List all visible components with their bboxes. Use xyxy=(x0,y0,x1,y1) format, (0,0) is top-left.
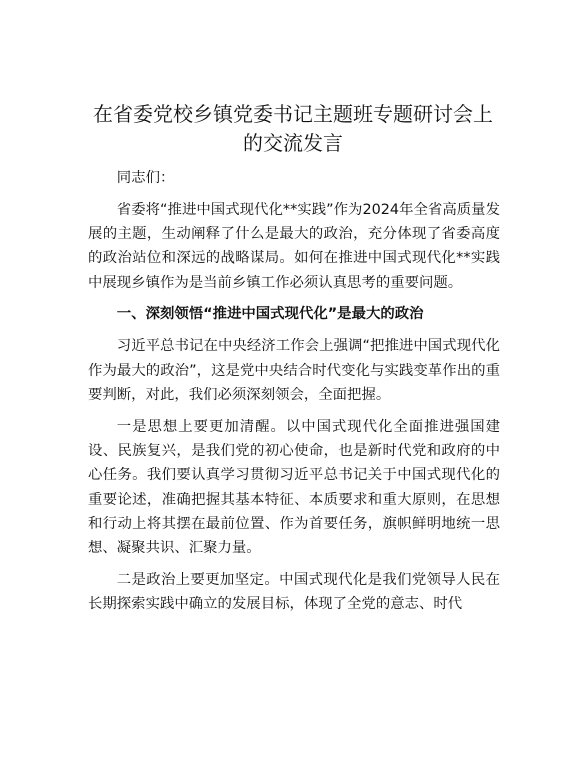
salutation: 同志们： xyxy=(116,170,175,186)
section-heading-1: 一、深刻领悟“推进中国式现代化”是最大的政治 xyxy=(116,306,424,323)
paragraph-intro: 省委将“推进中国式现代化**实践”作为2024年全省高质量发展的主题，生动阐释了什么是最大的政治，充分体现了省委高度的政治站位和深远的战略谋局。如何在推进中国式现代化**实践中展现乡镇作为是当前乡镇工作必须认真思考的重要问题。 xyxy=(88,201,500,291)
document-body xyxy=(88,166,500,624)
title-line-1: 在省委党校乡镇党委书记主题班专题研讨会上 xyxy=(93,102,493,126)
paragraph-section-1: 习近平总书记在中央经济工作会上强调“把推进中国式现代化作为最大的政治”，这是党中央结合时代变化与实践变革作出的重要判断，对此，我们必须深刻领会，全面把握。 xyxy=(88,338,500,403)
paragraph-point-2: 二是政治上要更加坚定。中国式现代化是我们党领导人民在长期探索实践中确立的发展目标，体现了全党的意志、时代 xyxy=(88,571,500,613)
document-title xyxy=(60,100,526,158)
paragraph-point-1: 一是思想上要更加清醒。以中国式现代化全面推进强国建设、民族复兴，是我们党的初心使命，也是新时代党和政府的中心任务。我们要认真学习贯彻习近平总书记关于中国式现代化的重要论述，准确把握其基本特征、本质要求和重大原则，在思想和行动上将其摆在最前位置、作为首要任务，旗帜鲜明地统一思想、凝聚共识、汇聚力量。 xyxy=(88,418,500,557)
title-line-2: 的交流发言 xyxy=(243,131,343,155)
